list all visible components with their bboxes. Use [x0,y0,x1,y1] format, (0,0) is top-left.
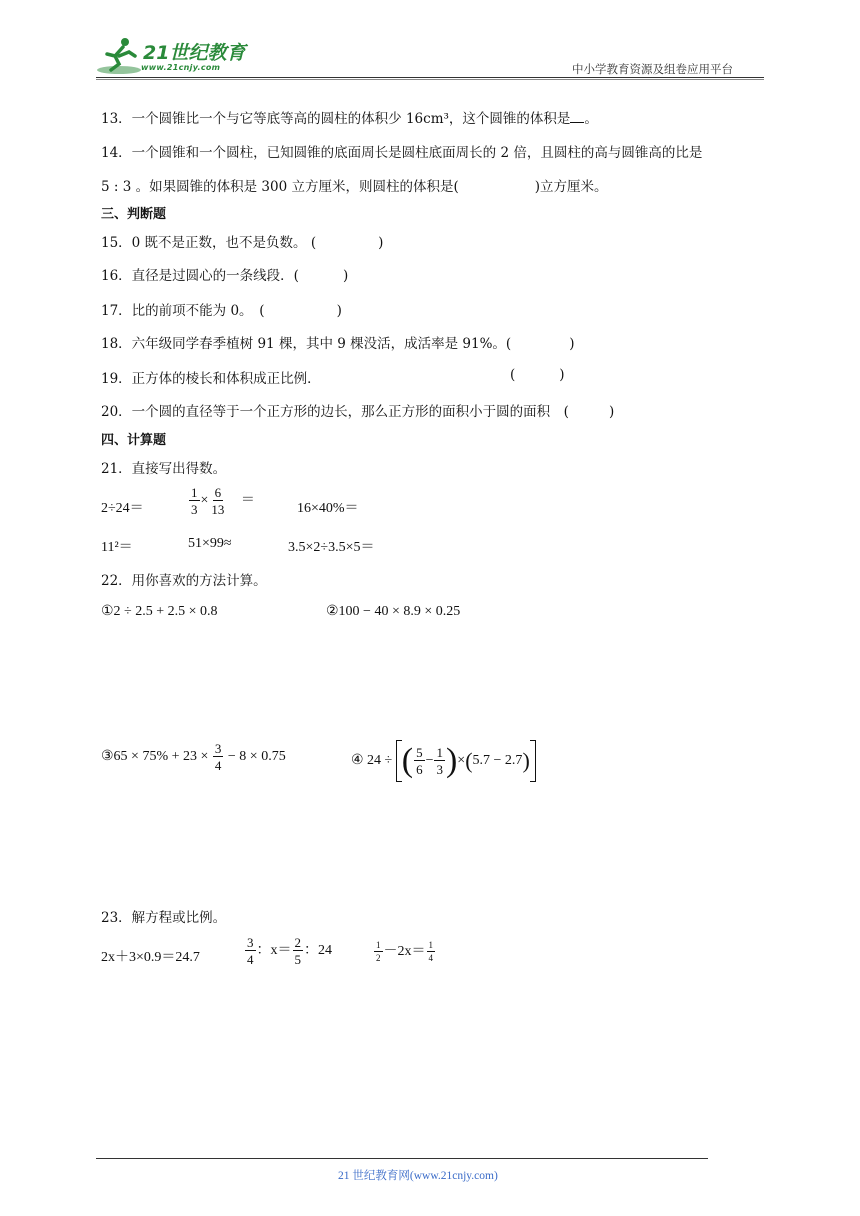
header-platform-name: 中小学教育资源及组卷应用平台 [572,62,733,76]
paren-close: ) [608,404,615,420]
expr-part: ：x＝ [256,943,292,959]
paren-close: ) [378,235,384,251]
header-rule-thin [96,79,764,80]
expr-part: －2x＝ [383,944,426,959]
expr-part: − 8 × 0.75 [227,749,286,765]
denominator: 5 [294,952,301,967]
numerator: 1 [191,485,198,500]
footer-site-link[interactable]: 21 世纪教育网(www.21cnjy.com) [338,1170,498,1182]
question-19: 19．正方体的棱长和体积成正比例． [101,371,321,387]
denominator: 6 [416,762,423,777]
question-14-end: )立方厘米。 [534,179,608,195]
fraction [209,486,226,516]
question-17 [101,299,342,319]
operator: − [425,753,434,769]
expr-part: ：24 [304,943,332,959]
question-18-text: 18．六年级同学春季植树 91 棵，其中 9 棵没活，成活率是 91%。( [101,336,512,352]
paren-close: ) [336,303,342,319]
q23-item-b [244,936,332,966]
denominator: 13 [211,502,225,517]
operator: × [200,493,209,509]
numerator: 1 [428,939,433,950]
paren-right: ) [522,748,530,773]
fraction [374,941,383,963]
expr-part: ④ 24 ÷ [351,753,393,769]
q21-item-d: 11²＝ [101,540,133,555]
q21-item-c: 16×40%＝ [297,501,359,516]
denominator: 4 [214,758,222,773]
paren-open: ( [510,367,516,383]
question-20 [101,400,614,420]
numerator: 2 [294,935,301,950]
fraction [427,941,436,963]
question-23: 23．解方程或比例。 [101,910,227,926]
question-14-line2 [101,175,608,195]
operator: × [457,753,466,769]
header-rule [96,77,764,78]
question-20-text: 20．一个圆的直径等于一个正方形的边长，那么正方形的面积小于圆的面积 ( [101,404,569,420]
paren-close: ) [559,367,565,383]
numerator: 1 [436,745,443,760]
q22-item-4 [351,740,536,782]
fraction [189,486,200,516]
question-15-text: 15．0 既不是正数，也不是负数。 ( [101,235,317,251]
fraction [293,936,304,966]
question-16 [101,264,348,284]
denominator: 4 [247,952,254,967]
paren-close: ) [342,268,349,284]
question-13-text: 13．一个圆锥比一个与它等底等高的圆柱的体积少 16cm³，这个圆锥的体积是 [101,111,571,127]
expr-part: 5.7 − 2.7 [472,753,523,769]
section-heading-calculation: 四、计算题 [101,433,167,448]
fraction [434,746,445,776]
q21-item-b [188,486,255,516]
numerator: 6 [214,485,222,500]
question-21: 21．直接写出得数。 [101,461,227,477]
q23-item-a: 2x＋3×0.9＝24.7 [101,950,200,965]
question-14-line1: 14．一个圆锥和一个圆柱，已知圆锥的底面周长是圆柱底面周长的 2 倍，且圆柱的高与圆锥高的比是 [101,145,703,161]
site-logo [95,36,255,76]
section-heading-judgement: 三、判断题 [101,207,167,222]
q21-item-e: 51×99≈ [188,536,232,551]
question-17-text: 17．比的前项不能为 0。 ( [101,303,265,319]
fraction [414,746,425,776]
denominator: 3 [191,502,198,517]
question-19-answer [510,367,565,383]
question-15 [101,231,383,251]
footer-rule [96,1158,708,1159]
question-14-text: 5 : 3 。如果圆锥的体积是 300 立方厘米，则圆柱的体积是( [101,179,459,195]
question-18 [101,332,574,352]
denominator: 3 [436,762,443,777]
paren-right: ) [445,742,458,779]
numerator: 3 [247,935,254,950]
numerator: 3 [214,741,222,756]
answer-blank [570,110,584,123]
numerator: 1 [376,939,381,950]
question-22: 22．用你喜欢的方法计算。 [101,573,267,589]
numerator: 5 [416,745,423,760]
fraction [213,742,224,772]
q21-item-a: 2÷24＝ [101,501,144,516]
bracket-right [530,740,536,782]
equals: ＝ [240,493,255,509]
q22-item-3 [101,742,286,772]
question-13 [101,107,598,127]
fraction [245,936,256,966]
denominator: 4 [428,952,433,963]
paren-close: ) [569,336,575,352]
paren-left: ( [401,742,414,779]
q22-item-1: ①2 ÷ 2.5 + 2.5 × 0.8 [101,604,218,619]
q23-item-c [373,940,436,963]
q21-item-f: 3.5×2÷3.5×5＝ [288,540,375,555]
denominator: 2 [376,952,381,963]
runner-logo-icon [95,36,143,76]
logo-text: 21世纪教育 [143,42,246,64]
q22-item-2: ②100 − 40 × 8.9 × 0.25 [326,604,461,619]
paren-left: ( [465,748,473,773]
logo-url: www.21cnjy.com [141,63,221,72]
expr-part: ③65 × 75% + 23 × [101,749,209,765]
question-13-end: 。 [584,111,598,127]
question-16-text: 16．直径是过圆心的一条线段．( [101,268,299,284]
